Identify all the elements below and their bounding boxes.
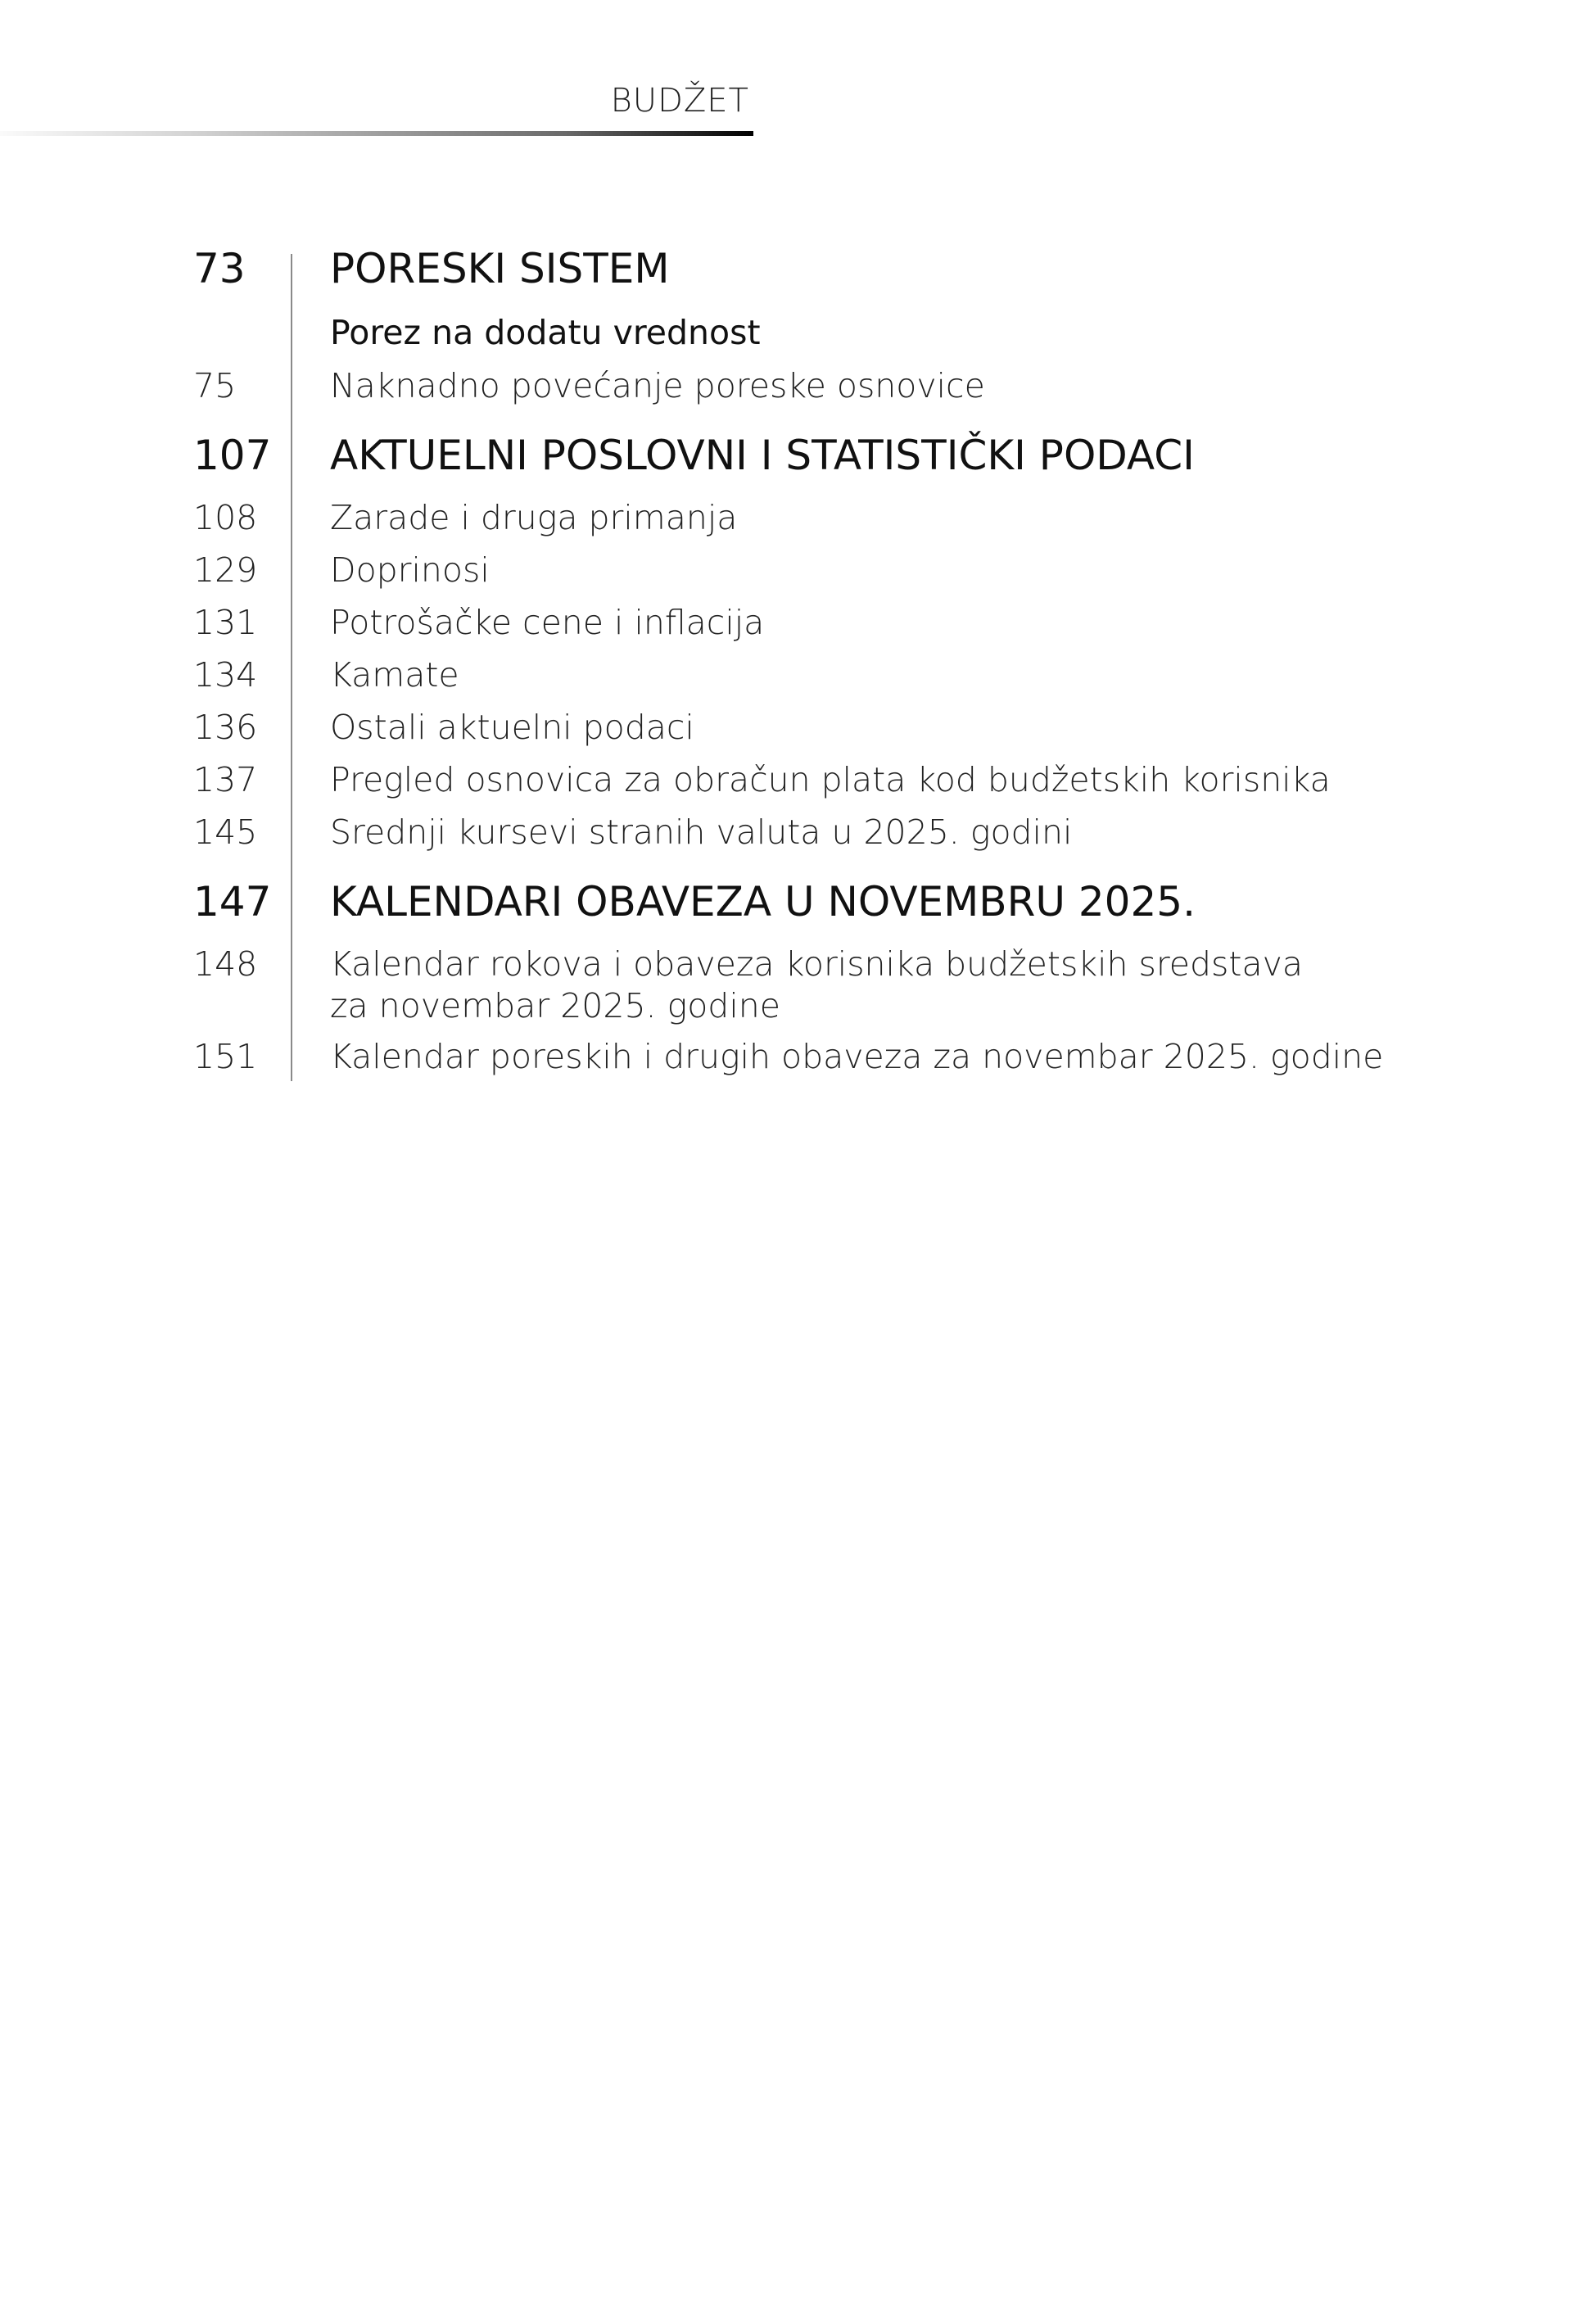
entry-page-number: 108	[193, 498, 258, 537]
entry-title: Kalendar poreskih i drugih obaveza za novembar 2025. godine	[330, 1037, 1384, 1076]
entry-title: Ostali aktuelni podaci	[330, 708, 694, 747]
entry-page-number: 148	[193, 944, 258, 984]
entry-title: Srednji kursevi stranih valuta u 2025. godini	[330, 812, 1073, 852]
entry-page-number: 131	[193, 603, 258, 642]
section-title: AKTUELNI POSLOVNI I STATISTIČKI PODACI	[330, 432, 1195, 479]
entry-title: Pregled osnovica za obračun plata kod budžetskih korisnika	[330, 760, 1331, 799]
entry-page-number: 145	[193, 812, 258, 852]
entry-title-line-1: Kalendar rokova i obaveza korisnika budžetskih sredstava	[330, 944, 1303, 984]
section-title: PORESKI SISTEM	[330, 245, 670, 292]
subheading-title: Porez na dodatu vrednost	[330, 313, 761, 352]
entry-title: Kamate	[330, 655, 459, 695]
section-page-number: 73	[193, 245, 246, 292]
entry-page-number: 136	[193, 708, 258, 747]
section-page-number: 107	[193, 432, 272, 479]
section-page-number: 147	[193, 878, 272, 926]
entry-page-number: 134	[193, 655, 258, 695]
section-title: KALENDARI OBAVEZA U NOVEMBRU 2025.	[330, 878, 1196, 926]
entry-title: Doprinosi	[330, 550, 490, 590]
entry-title: Potrošačke cene i inflacija	[330, 603, 765, 642]
toc-divider-line	[291, 254, 292, 1081]
entry-page-number: 129	[193, 550, 258, 590]
entry-page-number: 75	[193, 366, 237, 405]
running-header: BUDŽET	[610, 82, 749, 120]
entry-title: Zarade i druga primanja	[330, 498, 738, 537]
entry-page-number: 151	[193, 1037, 258, 1076]
entry-title: Naknadno povećanje poreske osnovice	[330, 366, 985, 405]
entry-title-line-2: za novembar 2025. godine	[330, 986, 780, 1025]
entry-page-number: 137	[193, 760, 258, 799]
